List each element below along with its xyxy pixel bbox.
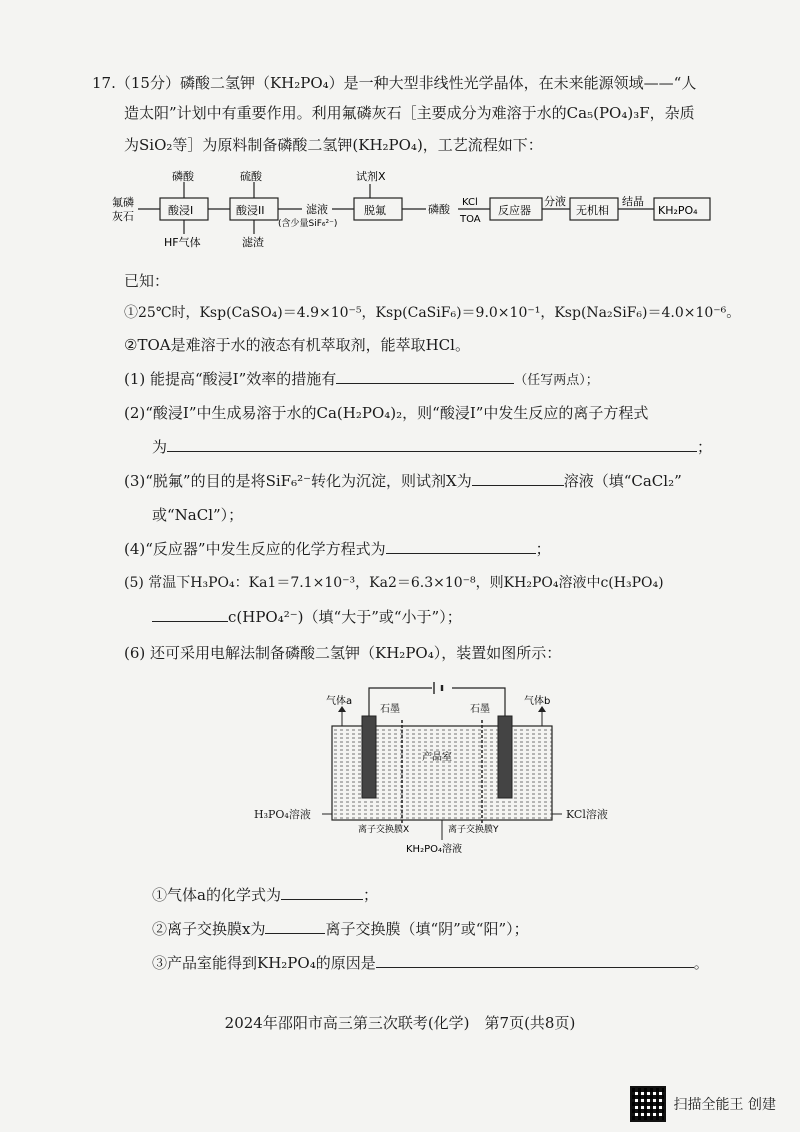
reagent-x-label: 试剂X <box>356 170 386 183</box>
crystallize-label: 结晶 <box>622 195 644 208</box>
q2-prefix: 为 <box>152 438 168 456</box>
box6-label: KH₂PO₄ <box>658 204 698 217</box>
q1-text: (1) 能提高“酸浸Ⅰ”效率的措施有 <box>124 370 337 388</box>
graphite-left-label: 石墨 <box>380 704 400 715</box>
sub-q2-suffix: 离子交换膜（填“阴”或“阳”）； <box>325 920 529 938</box>
q5-line-1: (5) 常温下H₃PO₄：Ka1＝7.1×10⁻³，Ka2＝6.3×10⁻⁸，则KH₂PO₄溶液中c(H₃PO₄) <box>124 575 664 591</box>
box5-label: 无机相 <box>576 204 609 217</box>
left-graphite-electrode <box>362 716 376 798</box>
question-line-3: 为SiO₂等］为原料制备磷酸二氢钾(KH₂PO₄)，工艺流程如下： <box>124 136 543 154</box>
electrolysis-cell-diagram <box>322 680 562 880</box>
q3-line-1 <box>124 470 682 491</box>
raw-material-label-2: 灰石 <box>112 210 134 223</box>
sub-q2-answer-blank[interactable] <box>265 919 325 934</box>
q1-suffix: （任写两点）； <box>514 373 599 388</box>
q3-answer-blank[interactable] <box>472 471 564 486</box>
q4-suffix: ； <box>535 540 551 558</box>
box2-label: 酸浸II <box>236 204 265 217</box>
sub-q3-line <box>152 952 709 973</box>
left-solution-label: H₃PO₄溶液 <box>254 808 311 821</box>
q1-line <box>124 368 599 389</box>
known-title: 已知： <box>124 272 170 290</box>
kcl-label: KCl <box>462 197 478 208</box>
q2-suffix: ； <box>697 438 713 456</box>
sub-q3-suffix: 。 <box>693 954 709 972</box>
gas-a-label: 气体a <box>326 696 353 707</box>
membrane-x-label: 离子交换膜X <box>358 825 410 835</box>
right-graphite-electrode <box>498 716 512 798</box>
q4-text: (4)“反应器”中发生反应的化学方程式为 <box>124 540 386 558</box>
q6-line-1: (6) 还可采用电解法制备磷酸二氢钾（KH₂PO₄），装置如图所示： <box>124 644 562 662</box>
toa-label: TOA <box>460 214 481 225</box>
filtrate-label: 滤液 <box>306 203 328 216</box>
gas-b-label: 气体b <box>524 696 551 707</box>
sub-q2-text: ②离子交换膜x为 <box>152 920 266 938</box>
q2-line-1: (2)“酸浸Ⅰ”中生成易溶于水的Ca(H₂PO₄)₂，则“酸浸Ⅰ”中发生反应的离子方程式 <box>124 404 649 422</box>
question-line-1: 17.（15分）磷酸二氢钾（KH₂PO₄）是一种大型非线性光学晶体，在未来能源领域——“人 <box>92 74 697 92</box>
box3-label: 脱氟 <box>364 204 386 217</box>
hf-gas-label: HF气体 <box>164 236 201 249</box>
sub-q3-answer-blank[interactable] <box>376 953 694 968</box>
question-line-2: 造太阳”计划中有重要作用。利用氟磷灰石［主要成分为难溶于水的Ca₅(PO₄)₃F，杂质 <box>124 104 695 122</box>
page-footer: 2024年邵阳市高三第三次联考(化学) 第7页(共8页) <box>224 1014 576 1032</box>
raw-material-label-1: 氟磷 <box>112 196 134 209</box>
q2-line-2 <box>152 436 712 457</box>
process-flow-diagram <box>108 168 720 258</box>
acid2-input-label: 硫酸 <box>240 170 262 183</box>
q5-answer-blank[interactable] <box>152 607 228 622</box>
sub-q1-text: ①气体a的化学式为 <box>152 886 281 904</box>
q3-suffix: 溶液（填“CaCl₂” <box>563 472 682 490</box>
acid1-input-label: 磷酸 <box>172 170 194 183</box>
bottom-solution-label: KH₂PO₄溶液 <box>406 844 462 855</box>
known-item-2: ②TOA是难溶于水的液态有机萃取剂，能萃取HCl。 <box>124 336 470 354</box>
q5-line-2 <box>152 606 462 627</box>
q2-answer-blank[interactable] <box>167 437 697 452</box>
q3-text: (3)“脱氟”的目的是将SiF₆²⁻转化为沉淀，则试剂X为 <box>124 472 472 490</box>
q1-answer-blank[interactable] <box>336 369 514 384</box>
phosphoric-acid-label: 磷酸 <box>428 203 450 216</box>
known-item-1: ①25℃时，Ksp(CaSO₄)＝4.9×10⁻⁵，Ksp(CaSiF₆)＝9.0×10⁻¹，Ksp(Na₂SiF₆)＝4.0×10⁻⁶。 <box>124 305 741 321</box>
watermark-text: 扫描全能王 创建 <box>673 1097 776 1113</box>
q5-text: c(HPO₄²⁻)（填“大于”或“小于”）； <box>228 608 462 626</box>
box1-label: 酸浸I <box>168 204 194 217</box>
separation-label: 分液 <box>544 195 566 208</box>
sub-q3-text: ③产品室能得到KH₂PO₄的原因是 <box>152 954 376 972</box>
qr-code-icon <box>630 1086 666 1122</box>
sub-q1-suffix: ； <box>362 886 378 904</box>
product-room-label: 产品室 <box>422 752 452 763</box>
scanner-watermark <box>630 1086 776 1122</box>
q4-line <box>124 538 551 559</box>
right-solution-label: KCl溶液 <box>566 808 608 821</box>
filtrate-note-label: (含少量SiF₆²⁻) <box>278 219 338 229</box>
q3-line-2: 或“NaCl”）； <box>152 506 244 524</box>
graphite-right-label: 石墨 <box>470 704 490 715</box>
residue-label: 滤渣 <box>242 236 264 249</box>
sub-q1-line <box>152 884 378 905</box>
q4-answer-blank[interactable] <box>386 539 536 554</box>
sub-q1-answer-blank[interactable] <box>281 885 363 900</box>
membrane-y-label: 离子交换膜Y <box>448 825 499 835</box>
box4-label: 反应器 <box>498 204 531 217</box>
sub-q2-line <box>152 918 529 939</box>
